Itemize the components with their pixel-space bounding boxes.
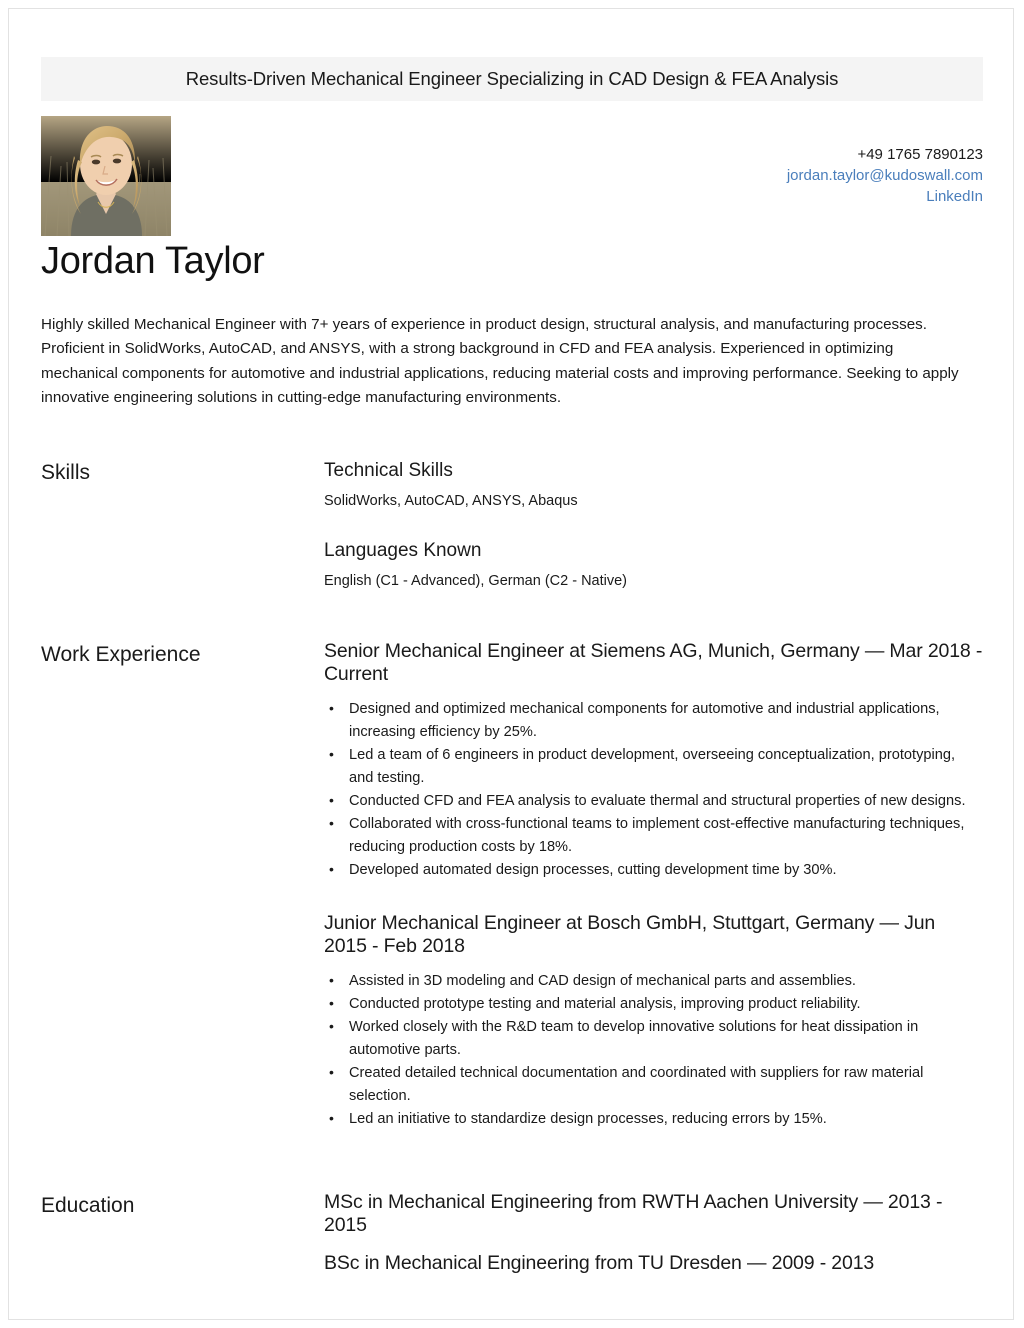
identity-block: [41, 116, 983, 286]
section-label-skills: Skills: [41, 461, 91, 485]
section-education: [41, 1191, 983, 1275]
skills-body: [324, 458, 983, 592]
job-bullet-list: [324, 970, 983, 1131]
job-bullet: • Conducted prototype testing and material analysis, improving product reliability.: [324, 993, 983, 1016]
education-entry: MSc in Mechanical Engineering from RWTH Aachen University — 2013 - 2015: [324, 1191, 943, 1237]
job-bullet: • Led an initiative to standardize design processes, reducing errors by 15%.: [324, 1108, 983, 1131]
resume-page: [8, 8, 1014, 1320]
job-bullet: • Collaborated with cross-functional teams to implement cost-effective manufacturing techniques, reducing production costs by 18%.: [324, 813, 983, 859]
job-bullet: • Conducted CFD and FEA analysis to evaluate thermal and structural properties of new designs.: [324, 790, 983, 813]
candidate-name: Jordan Taylor: [41, 240, 265, 282]
job-bullet: • Assisted in 3D modeling and CAD design of mechanical parts and assemblies.: [324, 970, 983, 993]
job-bullet: • Created detailed technical documentation and coordinated with suppliers for raw material selection.: [324, 1062, 983, 1108]
professional-summary: Highly skilled Mechanical Engineer with 7+ years of experience in product design, structural analysis, and manufacturing processes. Proficient in SolidWorks, AutoCAD, and ANSYS, with a strong background in CFD and FEA analysis. Experienced in optimizing mechanical components for automotive and industrial applications, reducing material costs and improving performance. Seeking to apply innovative engineering solutions in cutting-edge manufacturing environments.: [41, 316, 959, 406]
education-body: [324, 1191, 983, 1275]
headline-banner: Results-Driven Mechanical Engineer Specializing in CAD Design & FEA Analysis: [41, 57, 983, 101]
contact-block: [41, 116, 983, 207]
education-entry: BSc in Mechanical Engineering from TU Dresden — 2009 - 2013: [324, 1252, 875, 1275]
job-bullet: • Worked closely with the R&D team to develop innovative solutions for heat dissipation in automotive parts.: [324, 1016, 983, 1062]
section-work-experience: [41, 640, 983, 1131]
profile-photo-image: [41, 116, 171, 236]
phone-number: +49 1765 7890123: [857, 146, 983, 163]
job-title: Junior Mechanical Engineer at Bosch GmbH, Stuttgart, Germany — Jun 2015 - Feb 2018: [324, 912, 936, 958]
linkedin-link[interactable]: LinkedIn: [926, 188, 983, 205]
job-bullet: • Developed automated design processes, cutting development time by 30%.: [324, 859, 983, 882]
section-skills: [41, 458, 983, 592]
job-bullet: • Designed and optimized mechanical components for automotive and industrial applications, increasing efficiency by 25%.: [324, 698, 983, 744]
job-bullet-list: [324, 698, 983, 882]
profile-photo: [41, 116, 171, 236]
work-experience-body: [324, 640, 983, 1131]
languages-value: English (C1 - Advanced), German (C2 - Native): [324, 573, 627, 590]
section-label-work-experience: Work Experience: [41, 643, 201, 667]
languages-heading: Languages Known: [324, 540, 482, 562]
email-link[interactable]: jordan.taylor@kudoswall.com: [786, 167, 983, 184]
job-title: Senior Mechanical Engineer at Siemens AG, Munich, Germany — Mar 2018 - Current: [324, 640, 983, 686]
job-entry: [324, 912, 983, 1131]
technical-skills-value: SolidWorks, AutoCAD, ANSYS, Abaqus: [324, 493, 578, 510]
job-entry: [324, 640, 983, 882]
job-bullet: • Led a team of 6 engineers in product development, overseeing conceptualization, prototyping, and testing.: [324, 744, 983, 790]
section-label-education: Education: [41, 1194, 135, 1218]
technical-skills-heading: Technical Skills: [324, 460, 453, 482]
